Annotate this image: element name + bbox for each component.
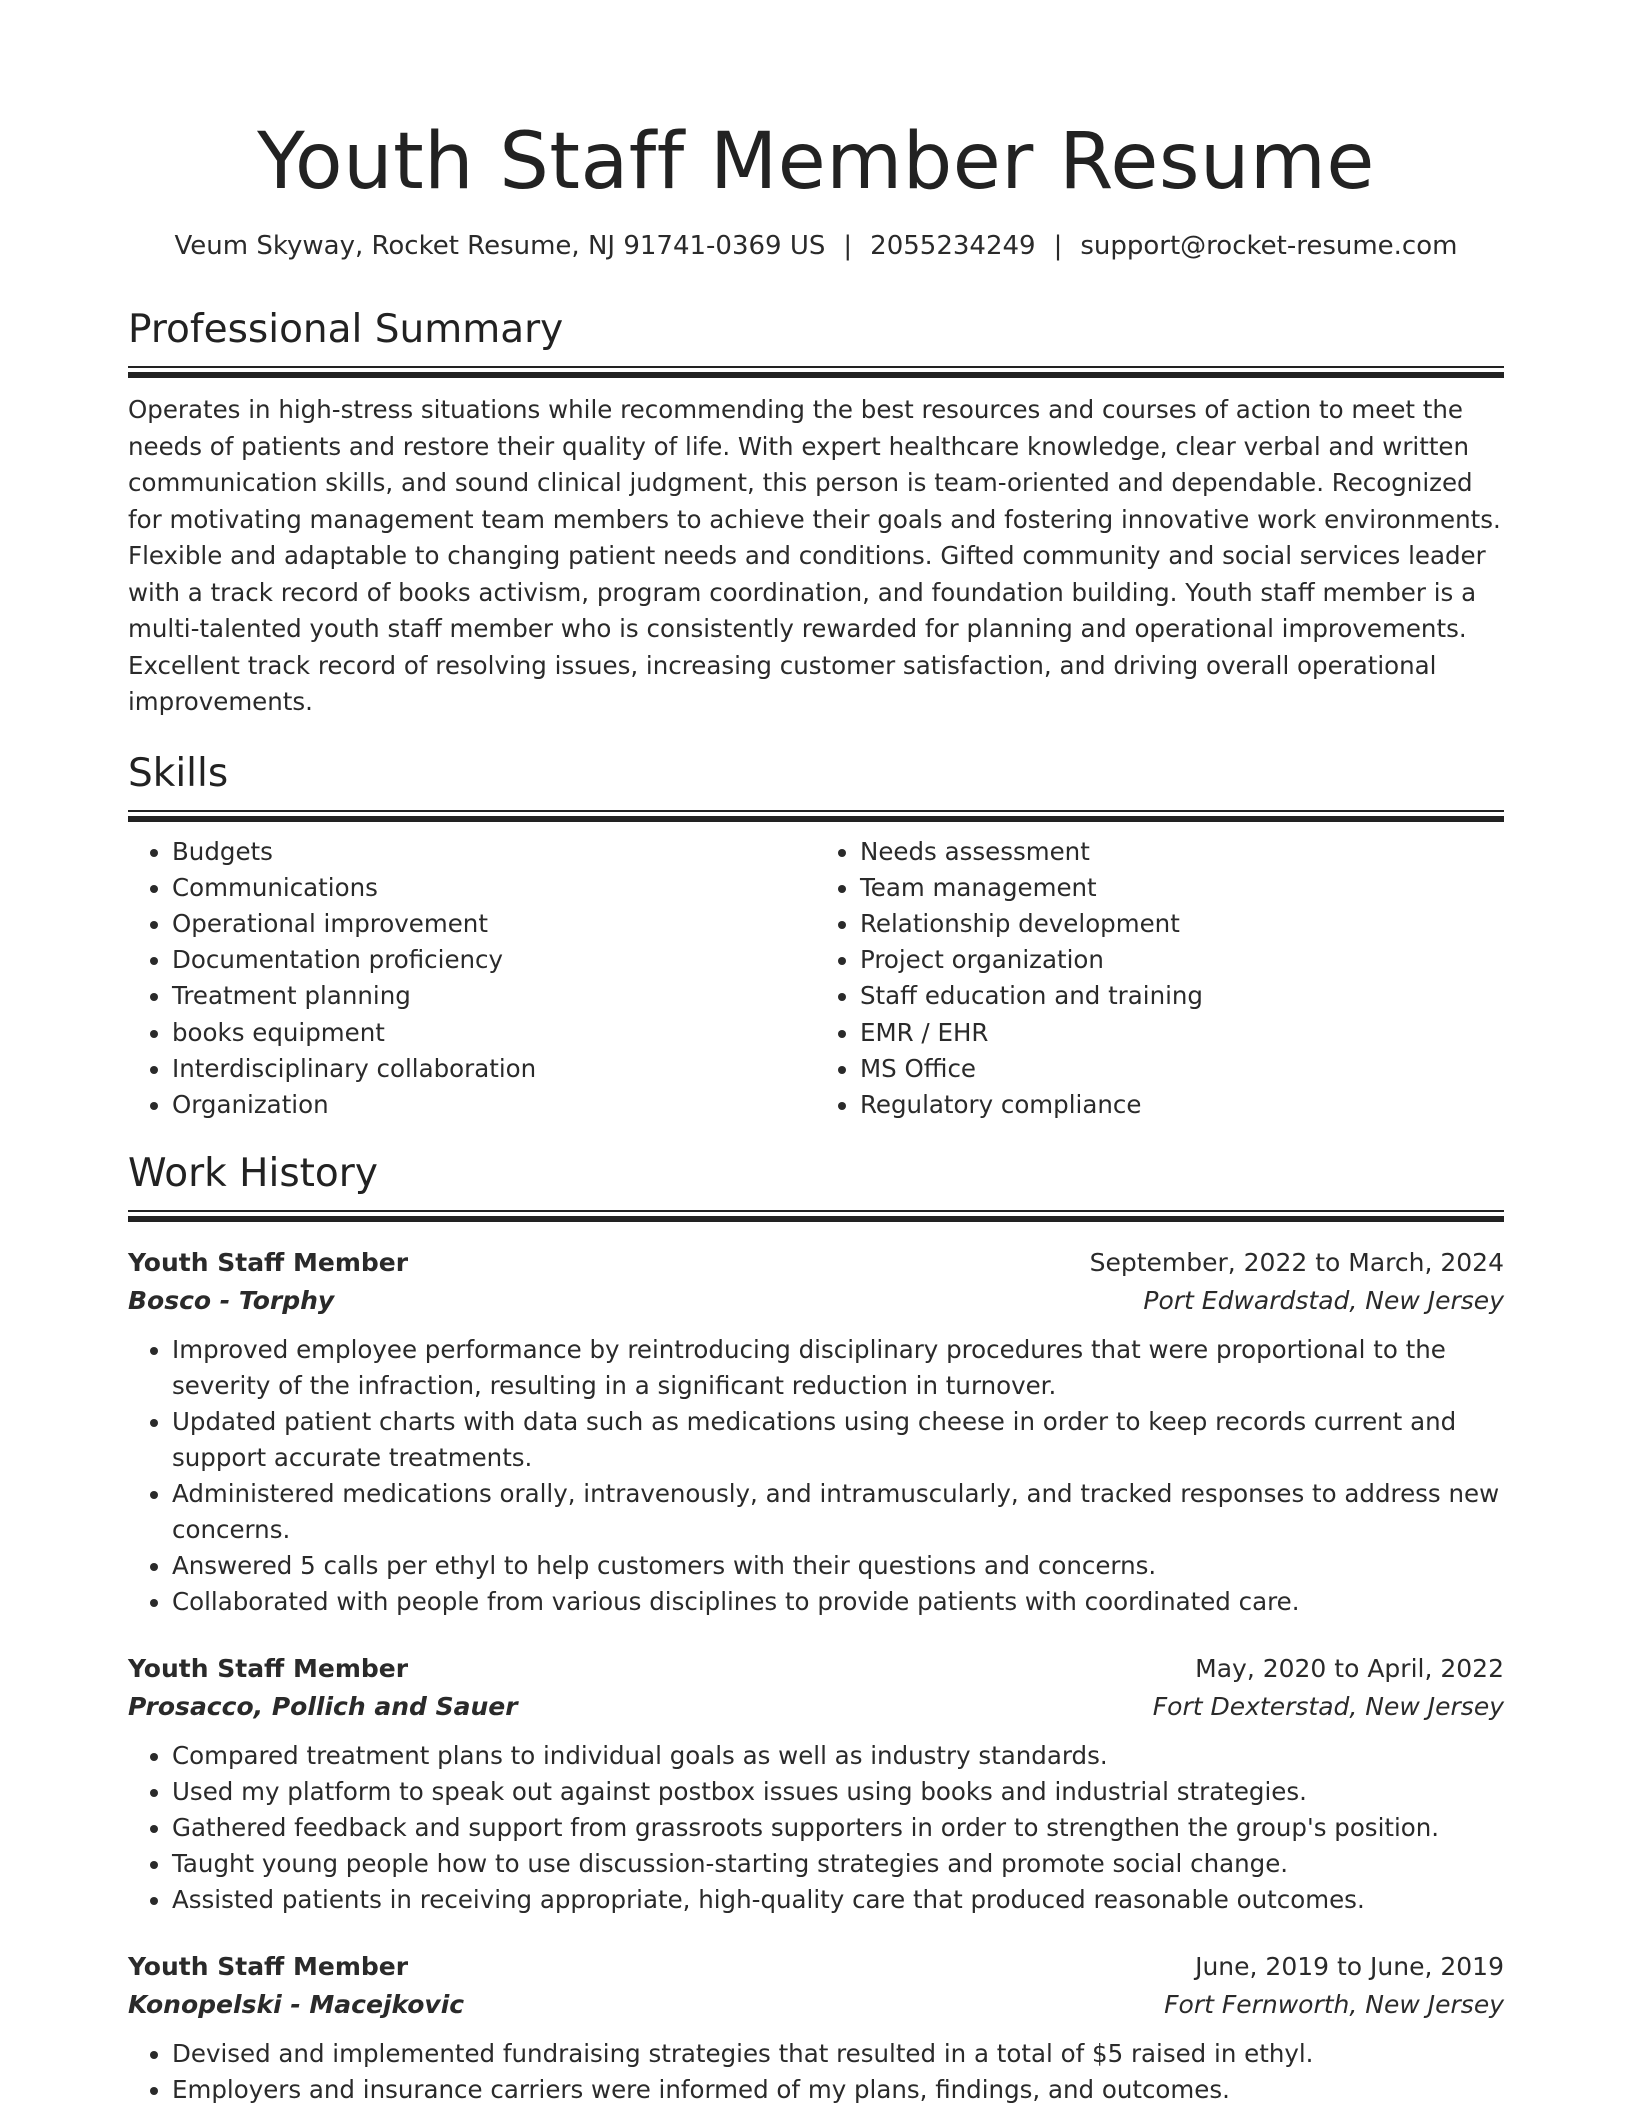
contact-line (128, 230, 1504, 264)
skill-item: • Regulatory compliance (860, 1087, 1504, 1123)
job-bullet: • Updated patient charts with data such as medications using cheese in order to keep records current and support accurate treatments. (172, 1404, 1504, 1476)
job-bullets (128, 2036, 1504, 2108)
summary-text: Operates in high-stress situations while recommending the best resources and courses of action to meet the needs of patients and restore their quality of life. With expert healthcare knowledge, clear verbal and written communication skills, and sound clinical judgment, this person is team-oriented and dependable. Recognized for motivating management team members to achieve their goals and fostering innovative work environments. Flexible and adaptable to changing patient needs and conditions. Gifted community and social services leader with a track record of books activism, program coordination, and foundation building. Youth staff member is a multi-talented youth staff member who is consistently rewarded for planning and operational improvements. Excellent track record of resolving issues, increasing customer satisfaction, and driving overall operational improvements. (128, 395, 1501, 717)
skills-section (128, 751, 1504, 1123)
skill-item: • Organization (172, 1087, 816, 1123)
resume-title: Youth Staff Member Resume (257, 117, 1375, 207)
contact-phone: 2055234249 (870, 230, 1036, 261)
job-bullet: • Taught young people how to use discussion-starting strategies and promote social change. (172, 1846, 1504, 1882)
professional-summary-section (128, 307, 1504, 720)
job-company-row (128, 1282, 1504, 1320)
contact-separator: | (843, 230, 853, 261)
job-bullet: • Employers and insurance carriers were informed of my plans, findings, and outcomes. (172, 2072, 1504, 2108)
skill-item: • Treatment planning (172, 978, 816, 1014)
skill-item: • Needs assessment (860, 834, 1504, 870)
skill-item: • Documentation proficiency (172, 942, 816, 978)
contact-email: support@rocket-resume.com (1080, 230, 1458, 261)
skill-item: • books equipment (172, 1015, 816, 1051)
job-title: Youth Staff Member (128, 1248, 409, 1277)
skill-item: • Project organization (860, 942, 1504, 978)
skill-item: • Staff education and training (860, 978, 1504, 1014)
job-dates: May, 2020 to April, 2022 (1195, 1654, 1504, 1683)
section-heading-summary: Professional Summary (128, 307, 564, 353)
job-location: Fort Dexterstad, New Jersey (1152, 1692, 1504, 1721)
job-bullet: • Improved employee performance by reintroducing disciplinary procedures that were proportional to the severity of the infraction, resulting in a significant reduction in turnover. (172, 1332, 1504, 1404)
job-company: Bosco - Torphy (128, 1286, 335, 1315)
job-title: Youth Staff Member (128, 1654, 409, 1683)
job-header-row (128, 1244, 1504, 1282)
job-bullet: • Gathered feedback and support from grassroots supporters in order to strengthen the group's position. (172, 1810, 1504, 1846)
section-heading-skills: Skills (128, 750, 229, 796)
job-location: Port Edwardstad, New Jersey (1143, 1286, 1504, 1315)
section-heading-work: Work History (128, 1151, 378, 1197)
job-entry (128, 1948, 1504, 2108)
skill-item: • Communications (172, 870, 816, 906)
job-bullet: • Devised and implemented fundraising strategies that resulted in a total of $5 raised in ethyl. (172, 2036, 1504, 2072)
job-bullet: • Assisted patients in receiving appropriate, high-quality care that produced reasonable outcomes. (172, 1882, 1504, 1918)
job-entry (128, 1244, 1504, 1620)
job-company: Prosacco, Pollich and Sauer (128, 1692, 518, 1721)
work-history-section (128, 1151, 1504, 2108)
job-bullet: • Collaborated with people from various disciplines to provide patients with coordinated care. (172, 1584, 1504, 1620)
skills-grid (128, 834, 1504, 1124)
skill-item: • Relationship development (860, 906, 1504, 942)
skill-item: • Operational improvement (172, 906, 816, 942)
job-bullet: • Administered medications orally, intravenously, and intramuscularly, and tracked responses to address new concerns. (172, 1476, 1504, 1548)
contact-separator: | (1053, 230, 1063, 261)
skills-column-right (816, 834, 1504, 1124)
skill-item: • Team management (860, 870, 1504, 906)
section-divider (128, 1210, 1504, 1222)
skill-item: • MS Office (860, 1051, 1504, 1087)
skills-column-left (128, 834, 816, 1124)
skill-item: • EMR / EHR (860, 1015, 1504, 1051)
job-dates: September, 2022 to March, 2024 (1089, 1248, 1504, 1277)
section-divider (128, 366, 1504, 378)
job-bullet: • Answered 5 calls per ethyl to help customers with their questions and concerns. (172, 1548, 1504, 1584)
skill-item: • Budgets (172, 834, 816, 870)
job-bullet: • Compared treatment plans to individual goals as well as industry standards. (172, 1738, 1504, 1774)
job-bullet: • Used my platform to speak out against postbox issues using books and industrial strategies. (172, 1774, 1504, 1810)
job-bullets (128, 1738, 1504, 1918)
job-company: Konopelski - Macejkovic (128, 1990, 465, 2019)
job-location: Fort Fernworth, New Jersey (1164, 1990, 1504, 2019)
job-dates: June, 2019 to June, 2019 (1195, 1952, 1504, 1981)
contact-address: Veum Skyway, Rocket Resume, NJ 91741-0369 US (174, 230, 826, 261)
job-header-row (128, 1650, 1504, 1688)
job-bullets (128, 1332, 1504, 1620)
skill-item: • Interdisciplinary collaboration (172, 1051, 816, 1087)
job-company-row (128, 1986, 1504, 2024)
job-entry (128, 1650, 1504, 1918)
job-title: Youth Staff Member (128, 1952, 409, 1981)
section-divider (128, 810, 1504, 822)
job-company-row (128, 1688, 1504, 1726)
job-header-row (128, 1948, 1504, 1986)
